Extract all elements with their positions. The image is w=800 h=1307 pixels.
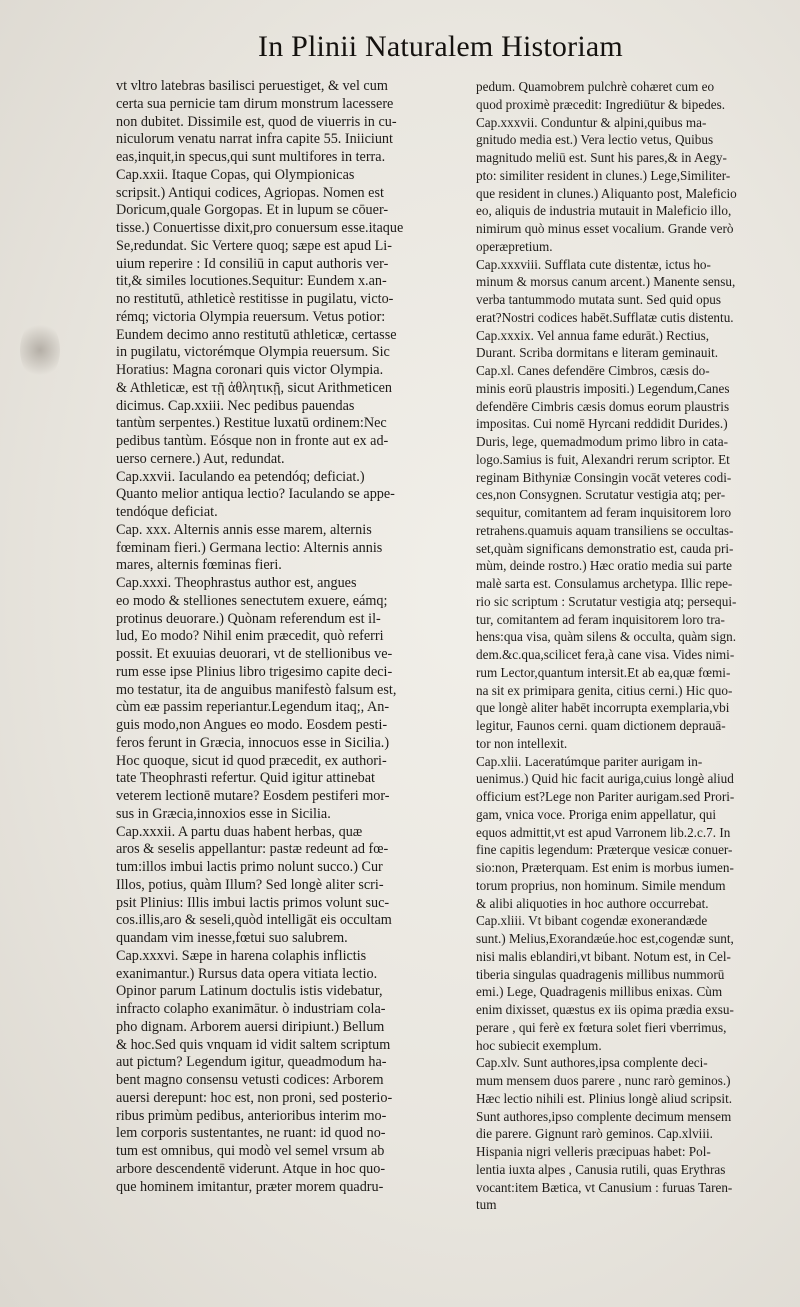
left-column-line: tantùm serpentes.) Restitue luxatū ordinem:Nec	[116, 415, 387, 432]
left-column-line: certa sua pernicie tam dirum monstrum lacessere	[116, 95, 394, 112]
left-column-line: Cap.xxxvi. Sæpe in harena colaphis inflictis	[116, 947, 367, 964]
left-column-line: Eundem decimo anno restitutū athleticæ, certasse	[116, 326, 397, 343]
left-column-line: Se,redundat. Sic Vertere quoq; sæpe est apud Li-	[116, 237, 392, 254]
left-column-line: lud, Eo modo? Nihil enim præcedit, quò referri	[116, 628, 384, 645]
right-column-line: Cap.xl. Canes defendēre Cimbros, cæsis do-	[476, 363, 710, 378]
right-column-line: & alibi aliquoties in hoc authore occurrebat.	[476, 895, 709, 911]
right-column-line: sio:non, Præterquam. Est enim is morbus iumen-	[476, 860, 734, 875]
left-column-line: dicimus. Cap.xxiii. Nec pedibus pauendas	[116, 397, 355, 414]
left-column-line: aros & seselis appellantur: pastæ redeunt ad fœ-	[116, 841, 389, 858]
right-column-line: Cap.xlv. Sunt authores,ipsa complente deci-	[476, 1055, 708, 1071]
left-column-line: Opinor parum Latinum doctulis istis videbatur,	[116, 983, 383, 1000]
left-column-line: eo modo & stelliones senectutem exuere, eámq;	[116, 592, 388, 609]
left-column-line: & hoc.Sed quis vnquam id vidit saltem scriptum	[116, 1036, 391, 1053]
right-column-line: Cap.xxxviii. Sufflata cute distentæ, ictus ho-	[476, 256, 711, 272]
right-column-line: Duris, lege, quemadmodum primo libro in cata-	[476, 434, 728, 449]
left-column-line: tate Theophrasti refertur. Quid igitur attinebat	[116, 770, 375, 787]
left-column-line: Horatius: Magna coronari quis victor Olympia.	[116, 362, 384, 378]
right-column-line: nisi malis eblandiri,vt bibant. Notum est, in Cel-	[476, 948, 731, 964]
right-column-line: tum	[476, 1197, 497, 1213]
right-column-line: vocant:item Bætica, vt Canusium : furuas Taren-	[476, 1179, 733, 1195]
right-column-line: tor non intellexit.	[476, 735, 568, 751]
right-column-line: pto: similiter resident in clunes.) Lege,Similiter-	[476, 167, 731, 183]
left-column-line: Cap.xxii. Itaque Copas, qui Olympionicas	[116, 166, 355, 183]
left-column-line: protinus deuorare.) Quònam referendum est il-	[116, 610, 381, 627]
left-column-line: uerso cernere.) Aut, redundat.	[116, 450, 285, 467]
left-column-line: tendóque deficiat.	[116, 504, 218, 520]
left-column-line: veterem lectionē mutare? Eosdem pestiferi mor-	[116, 788, 390, 804]
right-column-line: Sunt authores,ipso complente decimum mensem	[476, 1108, 732, 1124]
left-column-line: tisse.) Conuertisse dixit,pro conuersum esse.itaque	[116, 220, 404, 236]
right-column-line: que resident in clunes.) Aliquanto post, Maleficio	[476, 185, 737, 201]
left-column-line: eas,inquit,in specus,qui sunt multifores in terra.	[116, 149, 386, 165]
left-column-line: sus in Græcia,innoxios esse in Sicilia.	[116, 805, 331, 822]
right-column-line: defendēre Cimbris cæsis domus eorum plaustris	[476, 398, 730, 414]
left-column-line: tum est omnibus, qui modò vel semel vrsum ab	[116, 1143, 385, 1159]
left-column-line: tit,& similes locutiones.Sequitur: Eundem x.an-	[116, 273, 387, 290]
left-column-line: pedibus tantùm. Eósque non in fronte aut ex ad-	[116, 433, 389, 449]
right-column-line: enim dixisset, quæstus ex iis opima prædia exsu-	[476, 1002, 734, 1017]
left-column-line: auersi derepunt: hoc est, non proni, sed posterio-	[116, 1089, 393, 1106]
running-head: In Plinii Naturalem Historiam	[258, 30, 623, 63]
right-column-line: magnitudo meliū est. Sunt his pares,& in Aegy-	[476, 150, 727, 165]
left-column-line: Quanto melior antiqua lectio? Iaculando se appe-	[116, 486, 395, 503]
right-column-line: rio sic scriptum : Scrutatur vestigia atq; persequi-	[476, 593, 737, 609]
right-column-line: impositas. Cui nomē Hyrcani reddidit Durides.)	[476, 416, 728, 432]
left-column-line: que hominem imitantur, præter morem quadru-	[116, 1178, 384, 1195]
left-column-line: mo testatur, ita de anguibus manifestò falsum est,	[116, 681, 397, 698]
left-column-line: guis modo,non Angues eo modo. Eosdem pesti-	[116, 717, 388, 733]
left-column-line: psit Plinius: Illis imbui lactis primos volunt suc-	[116, 894, 390, 911]
ink-stain	[20, 320, 60, 380]
left-column-line: niculorum venatu narrat infra capite 55. Iniiciunt	[116, 131, 393, 148]
right-column-line: rum Lector,quantum intersit.Et ab ea,quæ fœmi-	[476, 664, 731, 680]
right-column-line: minis eorū plaustris impositi.) Legendum,Canes	[476, 380, 730, 396]
right-column-line: retrahens.quamuis aquam transiliens se occultas-	[476, 522, 734, 538]
right-column-line: Cap.xxxvii. Conduntur & alpini,quibus ma-	[476, 114, 707, 130]
right-column-line: erat?Nostri codices habēt.Sufflatæ cutis distentu.	[476, 309, 734, 325]
right-column-line: die parere. Gignunt rarò geminos. Cap.xlviii.	[476, 1126, 713, 1142]
left-column-line: ribus primùm pedibus, anterioribus interim mo-	[116, 1107, 387, 1124]
left-column-line: non dubitet. Dissimile est, quod de viuerris in cu-	[116, 113, 397, 130]
right-column-line: Cap.xxxix. Vel annua fame edurāt.) Rectius,	[476, 327, 710, 343]
right-column-line: Hispania nigri velleris præcipuas habet: Pol-	[476, 1144, 711, 1159]
left-column-line: quandam vim inesse,fœtui suo salubrem.	[116, 930, 348, 946]
left-column-line: uium reperire : Id consiliū in caput authoris ver-	[116, 255, 389, 272]
right-column-line: tur, comitantem ad feram inquisitorem loro tra-	[476, 611, 725, 627]
right-column-line: lentia iuxta alpes , Canusia rutili, quas Erythras	[476, 1161, 726, 1177]
left-column-line: Hoc quoque, sicut id quod præcedit, ex authori-	[116, 752, 387, 769]
right-column-line: verba tantummodo mutata sunt. Sed quid opus	[476, 292, 722, 307]
right-column-line: uenimus.) Quid hic facit auriga,cuius longè aliud	[476, 771, 734, 787]
left-column-line: exanimantur.) Rursus data opera vitiata lectio.	[116, 965, 378, 982]
right-column	[476, 78, 798, 1214]
left-column-line: possit. Et exuuias deuorari, vt de stellionibus ve-	[116, 646, 393, 662]
left-column-line: scripsit.) Antiqui codices, Agriopas. Nomen est	[116, 184, 384, 201]
left-column-line: rémq; victoria Olympia reuersum. Vetus potior:	[116, 308, 386, 325]
left-column	[116, 78, 461, 1196]
left-column-line: in pugilatu, victorémque Olympia reuersum. Sic	[116, 344, 390, 361]
left-column-line: Cap. xxx. Alternis annis esse marem, alternis	[116, 521, 372, 538]
right-column-line: eo, aliquis de industria mutauit in Maleficio illo,	[476, 203, 732, 219]
right-column-line: na sit ex primipara genita, citius cerni.) Hic quo-	[476, 682, 733, 698]
left-column-line: tum:illos imbui lactis primo nolunt succo.) Cur	[116, 859, 383, 875]
right-column-line: hens:qua visa, quàm silens & occulta, quàm sign.	[476, 629, 737, 645]
right-column-line: equos admittit,vt est apud Varronem lib.2.c.7. In	[476, 824, 731, 840]
right-column-line: sequitur, comitantem ad feram inquisitorem loro	[476, 505, 732, 520]
left-column-line: no restitutū, athleticè restitisse in pugilatu, victo-	[116, 291, 394, 307]
left-column-line: infracto colapho exanimātur. ò industriam cola-	[116, 1001, 386, 1017]
left-column-line: feros ferunt in Græcia, innocuos esse in Sicilia.)	[116, 734, 390, 751]
right-column-line: gnitudo media est.) Vera lectio vetus, Quibus	[476, 132, 714, 148]
right-column-line: Cap.xlii. Laceratúmque pariter aurigam in-	[476, 753, 703, 769]
left-column-line: cos.illis,aro & seseli,quòd intelligāt eis occultam	[116, 912, 392, 929]
left-column-line: fœminam fieri.) Germana lectio: Alternis annis	[116, 539, 383, 556]
right-column-line: Cap.xliii. Vt bibant cogendæ exonerandæde	[476, 913, 708, 929]
left-column-line: lem corporis sustentantes, ne ruant: id quod no-	[116, 1125, 386, 1142]
right-column-line: Durant. Scriba dormitans e literam geminauit.	[476, 345, 719, 361]
left-column-line: aut pictum? Legendum igitur, queadmodum ha-	[116, 1054, 387, 1071]
right-column-line: malè sarta est. Consulamus archetypa. Illic repe-	[476, 576, 733, 591]
left-column-line: & Athleticæ, est τῇ ἀθλητικῇ, sicut Arithmeticen	[116, 379, 393, 396]
right-column-line: torum proprius, non hominum. Simile mendum	[476, 877, 726, 893]
left-column-line: Cap.xxxii. A partu duas habent herbas, quæ	[116, 823, 363, 840]
left-column-line: arbore descendentē viderunt. Atque in hoc quo-	[116, 1160, 386, 1177]
right-column-line: ces,non Consygnen. Scrutatur vestigia atq; per-	[476, 487, 726, 503]
right-column-line: fine capitis legendum: Præterque vesicæ conuer-	[476, 842, 733, 858]
left-column-line: Cap.xxxi. Theophrastus author est, angues	[116, 575, 357, 591]
right-column-line: minum & morsus canum arcent.) Manente sensu,	[476, 274, 736, 290]
right-column-line: logo.Samius is fuit, Alexandri rerum scriptor. Et	[476, 451, 730, 467]
right-column-line: emi.) Lege, Quadragenis millibus enixas. Cùm	[476, 984, 723, 1000]
left-column-line: rum esse ipse Plinius libro trigesimo capite deci-	[116, 663, 393, 680]
right-column-line: quod proximè præcedit: Ingrediūtur & bipedes.	[476, 96, 726, 112]
right-column-line: operæpretium.	[476, 238, 553, 254]
right-column-line: officium est?Lege non Pariter aurigam.sed Prori-	[476, 789, 735, 804]
right-column-line: perare , qui ferè ex fœtura solet fieri vberrimus,	[476, 1019, 727, 1035]
left-column-line: Doricum,quale Gorgopas. Et in lupum se cōuer-	[116, 202, 389, 219]
left-column-line: vt vltro latebras basilisci peruestiget, & vel cum	[116, 78, 388, 94]
right-column-line: reginam Bithyniæ Consingin vocāt veteres codi-	[476, 469, 732, 485]
right-column-line: mùm, deinde rostro.) Hæc oratio media sui parte	[476, 558, 732, 574]
left-column-line: cùm eæ passim reperiantur.Legendum itaq;, An-	[116, 699, 390, 716]
right-column-line: legitur, Faunos cerni. quam dictionem deprauā-	[476, 718, 726, 733]
left-column-line: mares, alternis fœminas fieri.	[116, 557, 282, 574]
right-column-line: pedum. Quamobrem pulchrè cohæret cum eo	[476, 79, 715, 94]
left-column-line: pho dignam. Arborem auersi diripiunt.) Bellum	[116, 1018, 385, 1035]
right-column-line: sunt.) Melius,Exorandæúe.hoc est,cogendæ sunt,	[476, 931, 734, 946]
left-column-line: Cap.xxvii. Iaculando ea petendóq; deficiat.)	[116, 468, 365, 485]
right-column-line: hoc subiecit exemplum.	[476, 1037, 602, 1053]
right-column-line: set,quàm significans demonstratio est, cauda pri-	[476, 540, 734, 556]
right-column-line: gam, vnica voce. Proriga enim appellatur, qui	[476, 806, 717, 822]
right-column-line: dem.&c.qua,scilicet fera,à cane visa. Vides nimi-	[476, 647, 735, 662]
right-column-line: mum mensem duos parere , nunc rarò geminos.)	[476, 1073, 731, 1088]
right-column-line: nimirum quò minus esset vocalium. Grande verò	[476, 221, 734, 236]
right-column-line: Hæc lectio nihili est. Plinius longè aliud scripsit.	[476, 1090, 733, 1106]
right-column-line: que longè aliter habēt incorrupta exemplaria,vbi	[476, 700, 730, 716]
left-column-line: Illos, potius, quàm Illum? Sed longè aliter scri-	[116, 876, 384, 893]
right-column-line: tiberia singulas quadragenis millibus nummorū	[476, 966, 725, 982]
left-column-line: bent magno consensu vetusti codices: Arborem	[116, 1072, 384, 1088]
